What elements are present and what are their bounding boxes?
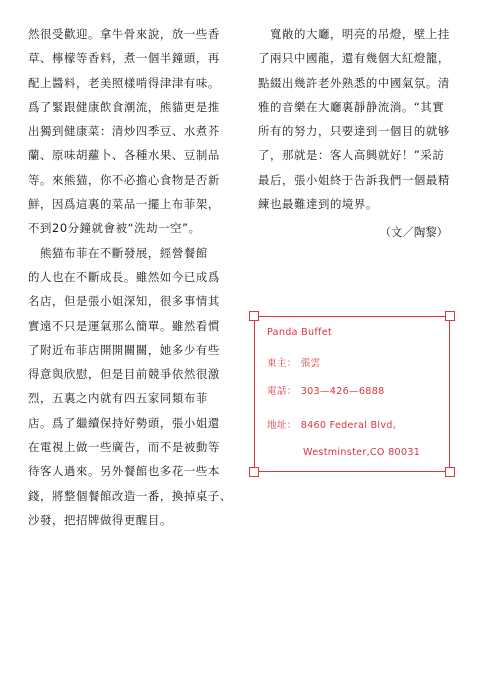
owner-line (267, 355, 320, 369)
article-paragraph: 然很受歡迎。拿牛骨來說，放一些香 草、檸檬等香料，煮一個半鐘頭，再 配上醬料，老美照樣啃得津津有味。 (28, 27, 220, 90)
restaurant-name: Panda Buffet (267, 327, 333, 338)
article-paragraph: 爲了緊跟健康飲食潮流，熊貓更是推 出獨到健康菜：清炒四季豆、水煮芥 蘭、原味胡蘿卜、各種水果、豆制品 等。來熊猫，你不必擔心食物是否新 鮮，因爲這裏的菜品一擺上布菲架， 不到20分鐘就會被“洗劫一空”。 (28, 99, 220, 236)
article-paragraph: 熊猫布菲在不斷發展，經營餐館 的人也在不斷成長。雖然如今已成爲 名店，但是張小姐深知，很多事情其 實遠不只是運氣那么簡單。雖然看慣 了附近布菲店開開關關，她多少有些 得意與欣慰，但是目前競爭依然很激 烈，五裏之内就有四五家同類布菲 店。爲了繼續保持好勢頭，張小姐還 在電視上做一些廣告，而不是被動等 待客人過來。另外餐館也多花一些本 錢，將整個餐館改造一番，換掉桌子、 沙發，把招牌做得更醒目。 (28, 245, 232, 527)
right-column (258, 22, 452, 244)
phone-label: 電話： (267, 386, 297, 397)
owner-value: 張雲 (300, 358, 321, 369)
box-corner (249, 467, 259, 477)
box-corner (445, 467, 455, 477)
article-paragraph: 寬敞的大廳，明亮的吊燈，壁上挂 了兩只中國龍，還有幾個大紅燈籠， 點綴出幾許老外熟悉的中國氣氛。清 雅的音樂在大廳裏靜静流淌。“其實 所有的努力，只要達到一個目的就够 了，那就是：客人高興就好！”采訪 最后，張小姐終于告訴我們一個最精 練也最難達到的境界。 (258, 27, 450, 212)
box-corner (249, 311, 259, 321)
address-label: 地址： (267, 420, 297, 431)
phone-value: 303—426—6888 (300, 386, 385, 397)
address-line (267, 417, 396, 431)
author-credit: （文／陶黎） (379, 225, 448, 240)
box-corner (445, 311, 455, 321)
restaurant-info-box (254, 316, 450, 472)
owner-label: 東主： (267, 358, 297, 369)
left-column (28, 22, 234, 532)
address-value-line1: 8460 Federal Blvd, (300, 420, 397, 431)
address-value-line2: Westminster,CO 80031 (303, 447, 421, 458)
phone-line (267, 383, 385, 397)
